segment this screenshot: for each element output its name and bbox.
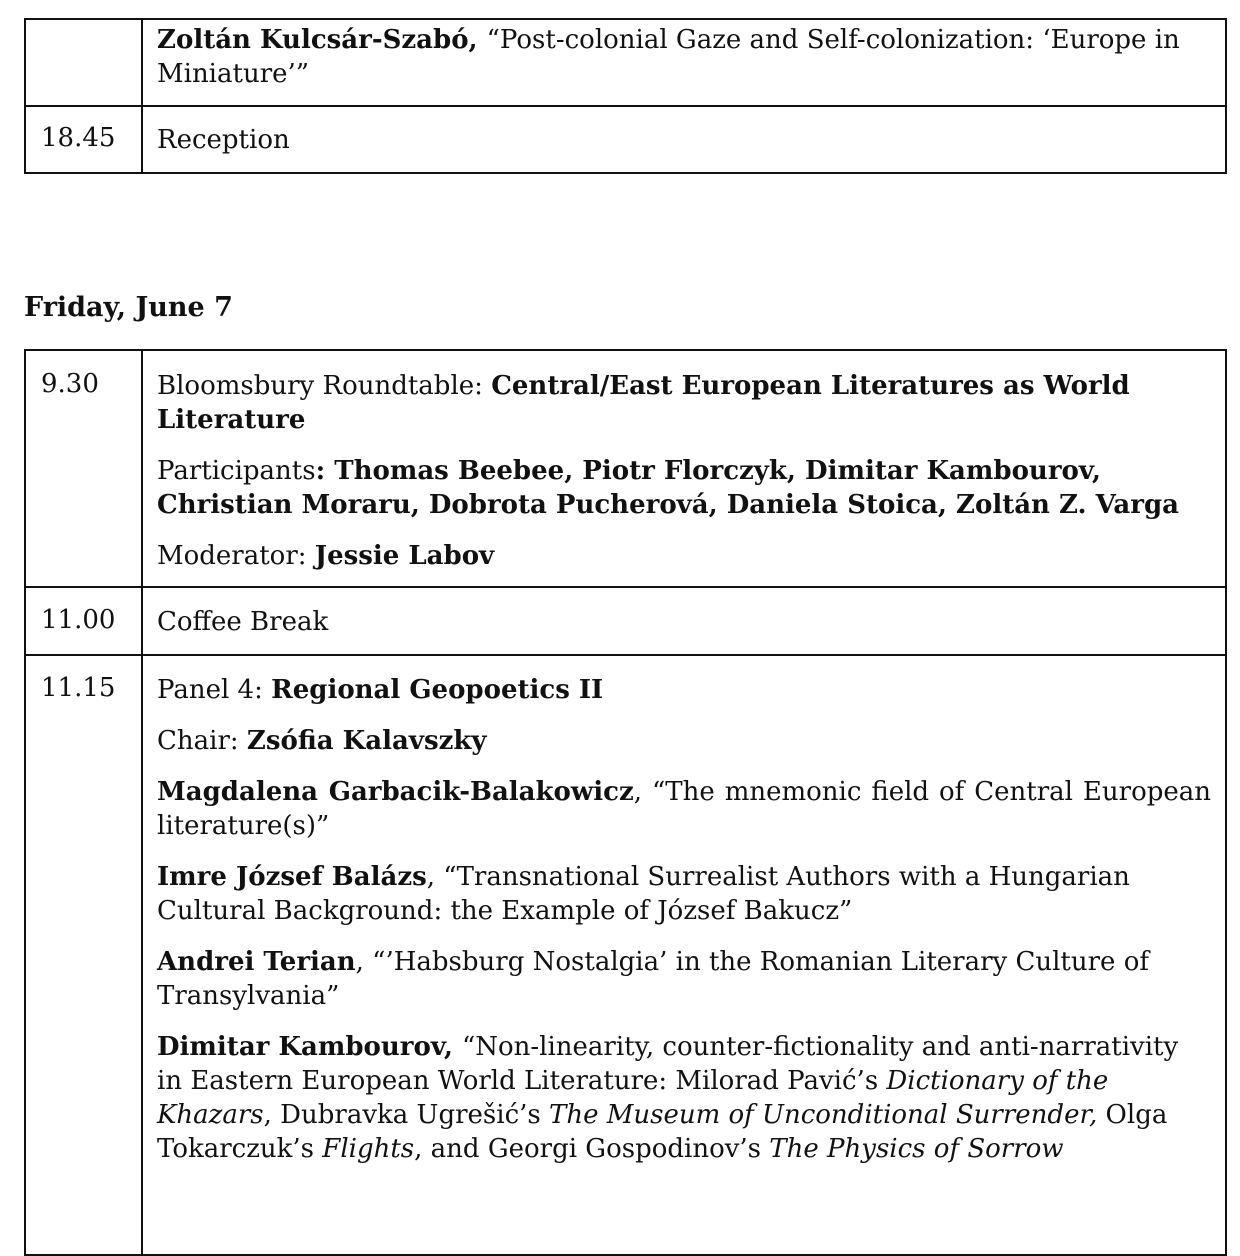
- roundtable-title: [157, 369, 1211, 437]
- talk-entry: [157, 775, 1211, 843]
- talk-entry: [157, 860, 1211, 928]
- entry-text: Bloomsbury Roundtable:: [157, 371, 492, 401]
- session-entry: [157, 605, 1211, 639]
- schedule-row: [25, 19, 1226, 106]
- session-entry: [157, 123, 1211, 157]
- entry-text: , “The mnemonic field of Central European literature(s)”: [157, 777, 1212, 841]
- entry-text: , and Georgi Gospodinov’s: [414, 1134, 770, 1164]
- bold-text: Magdalena Garbacik-Balakowicz: [157, 777, 634, 807]
- italic-title: The Physics of Sorrow: [769, 1134, 1064, 1164]
- entry-text: Panel 4:: [157, 675, 272, 705]
- entry-text: Reception: [157, 125, 290, 155]
- schedule-row: [25, 106, 1226, 173]
- panel-title: [157, 673, 1211, 707]
- time-cell: 11.15: [25, 655, 142, 1255]
- italic-title: Flights: [322, 1134, 415, 1164]
- content-cell: [142, 350, 1226, 587]
- bold-text: Dimitar Kambourov,: [157, 1032, 462, 1062]
- bold-text: Zoltán Kulcsár-Szabó,: [157, 25, 487, 55]
- entry-text: , Dubravka Ugrešić’s: [263, 1100, 550, 1130]
- content-cell: [142, 106, 1226, 173]
- time-cell: 9.30: [25, 350, 142, 587]
- entry-text: , “’Habsburg Nostalgia’ in the Romanian Literary Culture of Transylvania”: [157, 947, 1149, 1011]
- content-cell: [142, 587, 1226, 655]
- entry-text: Chair:: [157, 726, 247, 756]
- entry-text: Olga Tokarczuk’s: [157, 1100, 1168, 1164]
- bold-text: Regional Geopoetics II: [271, 675, 604, 705]
- schedule-table-friday: [24, 349, 1227, 1256]
- time-cell: 18.45: [25, 106, 142, 173]
- italic-title: The Museum of Unconditional Surrender,: [549, 1100, 1098, 1130]
- schedule-table-thursday-end: [24, 18, 1227, 174]
- bold-text: Andrei Terian: [157, 947, 356, 977]
- day-heading: Friday, June 7: [24, 292, 233, 323]
- entry-text: Coffee Break: [157, 607, 329, 637]
- bold-text: Jessie Labov: [314, 541, 495, 571]
- schedule-row: [25, 587, 1226, 655]
- talk-entry: [157, 1030, 1211, 1166]
- content-cell: [142, 655, 1226, 1255]
- content-cell: [142, 19, 1226, 106]
- bold-text: Central/East European Literatures as World Literature: [157, 371, 1130, 435]
- talk-entry: [157, 23, 1211, 91]
- entry-text: Participants: [157, 456, 316, 486]
- bold-text: : Thomas Beebee, Piotr Florczyk, Dimitar Kambourov, Christian Moraru, Dobrota Pucherová, Daniela Stoica, Zoltán Z. Varga: [157, 456, 1179, 520]
- entry-text: , “Transnational Surrealist Authors with a Hungarian Cultural Background: the Example of József Bakucz”: [157, 862, 1130, 926]
- entry-text: Moderator:: [157, 541, 315, 571]
- entry-text: “Non-linearity, counter-fictionality and anti-narrativity in Eastern European World Literature: Milorad Pavić’s: [157, 1032, 1179, 1096]
- time-cell: 11.00: [25, 587, 142, 655]
- italic-title: Dictionary of the Khazars: [157, 1066, 1109, 1130]
- schedule-row: [25, 350, 1226, 587]
- bold-text: Imre József Balázs: [157, 862, 427, 892]
- schedule-row: [25, 655, 1226, 1255]
- talk-entry: [157, 945, 1211, 1013]
- bold-text: Zsófia Kalavszky: [246, 726, 487, 756]
- time-cell: [25, 19, 142, 106]
- entry-text: “Post-colonial Gaze and Self-colonization: ‘Europe in Miniature’”: [157, 25, 1180, 89]
- moderator-line: [157, 539, 1211, 573]
- chair-line: [157, 724, 1211, 758]
- participants-line: [157, 454, 1211, 522]
